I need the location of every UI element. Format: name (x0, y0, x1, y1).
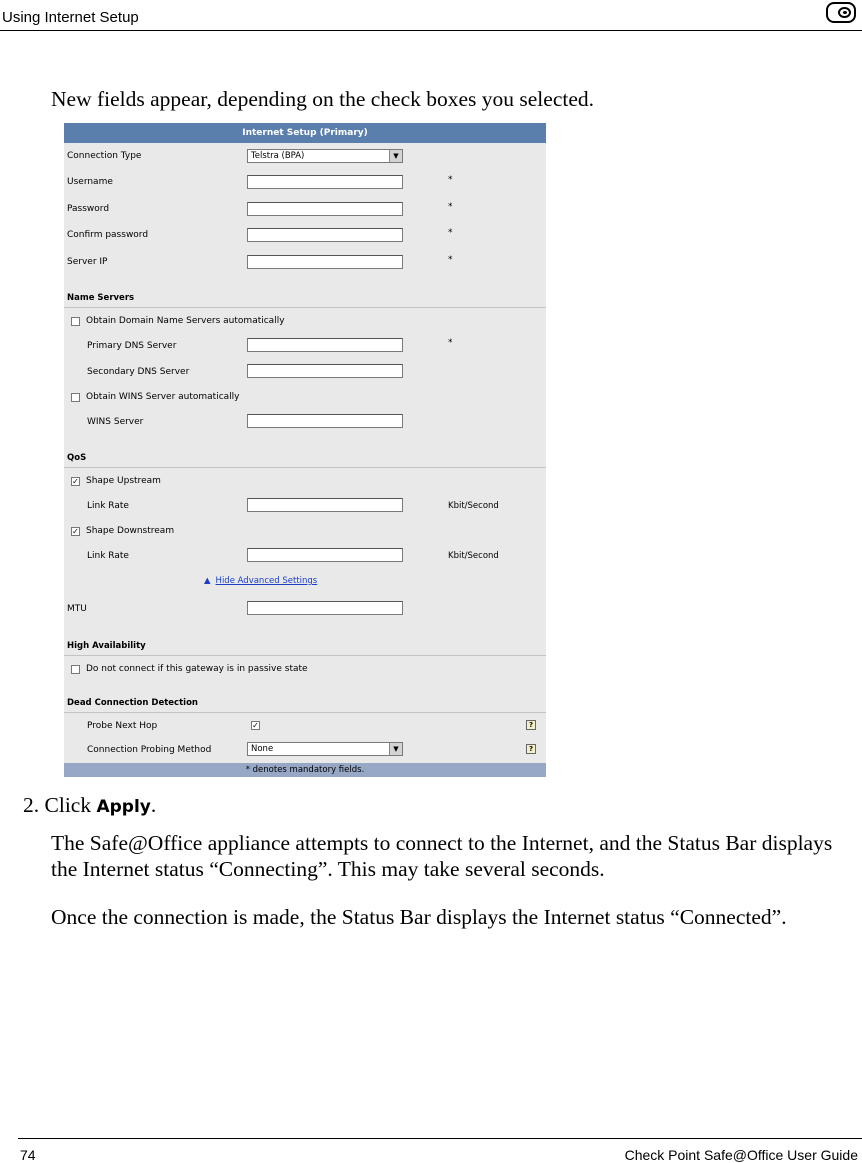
password-input[interactable] (247, 202, 403, 216)
downstream-unit-label: Kbit/Second (448, 551, 499, 561)
help-icon[interactable]: ? (526, 720, 536, 730)
mtu-label: MTU (67, 604, 87, 614)
dead-connection-heading: Dead Connection Detection (67, 698, 198, 708)
section-divider (64, 712, 546, 713)
confirm-password-input[interactable] (247, 228, 403, 242)
probing-method-value: None (251, 744, 274, 754)
shape-upstream-checkbox[interactable]: ✓ (72, 477, 79, 486)
triangle-up-icon: ▲ (204, 576, 211, 586)
mandatory-mark: * (448, 202, 453, 212)
hide-advanced-link[interactable] (204, 576, 317, 586)
obtain-dns-label: Obtain Domain Name Servers automatically (86, 316, 285, 326)
password-label: Password (67, 204, 110, 214)
chevron-down-icon[interactable]: ▼ (389, 743, 402, 755)
qos-heading: QoS (67, 453, 87, 463)
page-header-title: Using Internet Setup (2, 9, 139, 26)
help-icon[interactable]: ? (526, 744, 536, 754)
obtain-wins-checkbox[interactable] (71, 393, 80, 402)
screenshot-title: Internet Setup (Primary) (64, 123, 546, 143)
shape-upstream-label: Shape Upstream (86, 476, 161, 486)
upstream-link-rate-label: Link Rate (87, 501, 129, 511)
footer-rule (18, 1138, 862, 1139)
wins-server-label: WINS Server (87, 417, 144, 427)
server-ip-input[interactable] (247, 255, 403, 269)
server-ip-label: Server IP (67, 257, 108, 267)
header-rule (0, 30, 862, 31)
intro-paragraph: New fields appear, depending on the check boxes you selected. (51, 87, 595, 111)
connection-type-value: Telstra (BPA) (251, 151, 305, 161)
secondary-dns-input[interactable] (247, 364, 403, 378)
username-input[interactable] (247, 175, 403, 189)
probe-next-hop-label: Probe Next Hop (87, 721, 158, 731)
step-suffix: . (150, 793, 157, 817)
obtain-dns-checkbox[interactable] (71, 317, 80, 326)
shape-downstream-checkbox[interactable]: ✓ (72, 527, 79, 536)
probing-method-label: Connection Probing Method (87, 745, 212, 755)
connecting-paragraph: The Safe@Office appliance attempts to connect to the Internet, and the Status Bar displays the Internet status “Connecting”. This may take several seconds. (51, 831, 833, 881)
connection-type-label: Connection Type (67, 151, 142, 161)
connection-type-select[interactable] (247, 149, 403, 163)
upstream-link-rate-input[interactable] (247, 498, 403, 512)
mandatory-mark: * (448, 228, 453, 238)
downstream-link-rate-label: Link Rate (87, 551, 129, 561)
section-divider (64, 467, 546, 468)
passive-state-checkbox[interactable] (71, 665, 80, 674)
check-point-logo-icon (826, 2, 856, 23)
wins-server-input[interactable] (247, 414, 403, 428)
name-servers-heading: Name Servers (67, 293, 135, 303)
high-availability-heading: High Availability (67, 641, 146, 651)
connected-paragraph: Once the connection is made, the Status Bar displays the Internet status “Connected”. (51, 905, 787, 929)
confirm-password-label: Confirm password (67, 230, 149, 240)
shape-downstream-label: Shape Downstream (86, 526, 175, 536)
mandatory-mark: * (448, 175, 453, 185)
mandatory-mark: * (448, 338, 453, 348)
guide-title: Check Point Safe@Office User Guide (624, 1147, 858, 1163)
page-number: 74 (20, 1147, 36, 1163)
probing-method-select[interactable] (247, 742, 403, 756)
username-label: Username (67, 177, 113, 187)
internet-setup-screenshot (64, 123, 546, 777)
mtu-input[interactable] (247, 601, 403, 615)
hide-advanced-label[interactable]: Hide Advanced Settings (215, 576, 318, 586)
secondary-dns-label: Secondary DNS Server (87, 367, 190, 377)
passive-state-label: Do not connect if this gateway is in passive state (86, 664, 308, 674)
chevron-down-icon[interactable]: ▼ (389, 150, 402, 162)
step-prefix: Click (44, 793, 97, 817)
primary-dns-label: Primary DNS Server (87, 341, 177, 351)
apply-action: Apply (96, 797, 151, 817)
obtain-wins-label: Obtain WINS Server automatically (86, 392, 240, 402)
primary-dns-input[interactable] (247, 338, 403, 352)
mandatory-note: * denotes mandatory fields. (64, 763, 546, 777)
step-apply (23, 792, 156, 820)
mandatory-mark: * (448, 255, 453, 265)
downstream-link-rate-input[interactable] (247, 548, 403, 562)
section-divider (64, 655, 546, 656)
probe-next-hop-checkbox[interactable]: ✓ (252, 721, 259, 730)
step-number: 2. (23, 793, 40, 817)
section-divider (64, 307, 546, 308)
upstream-unit-label: Kbit/Second (448, 501, 499, 511)
